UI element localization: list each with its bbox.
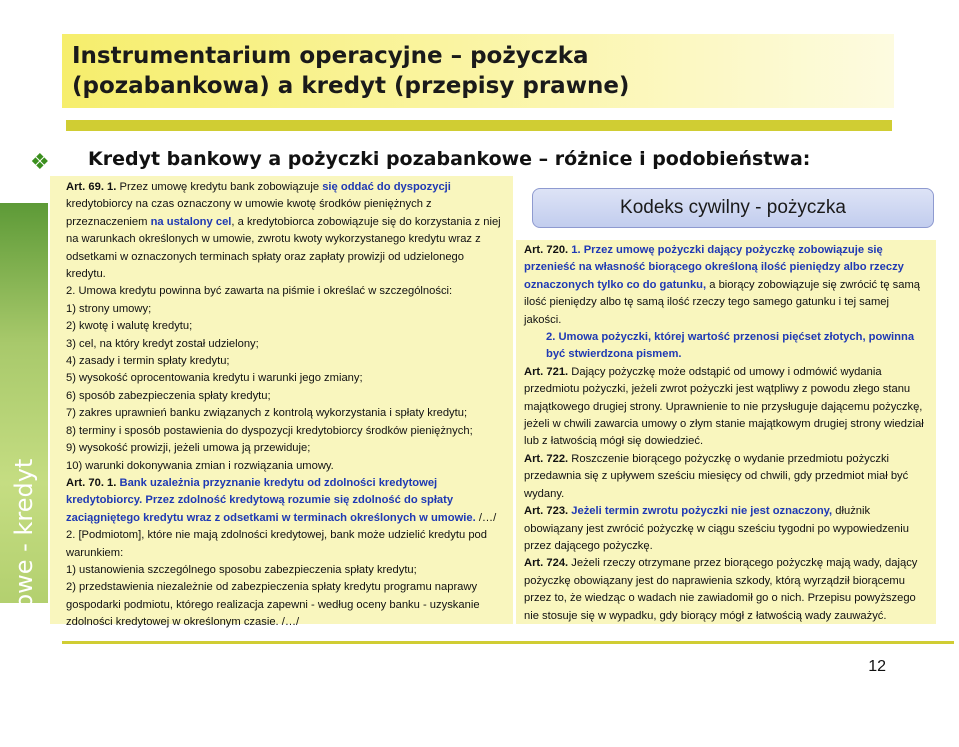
art721-paragraph: Art. 721. Dający pożyczkę może odstąpić od umowy i odmówić wydania przedmiotu pożyczki, jeżeli zwrot pożyczki jest wątpliwy z powodu złego stanu majątkowego drugiej strony. Uprawnienie to nie przysługuje dającemu pożyczkę, jeżeli w chwili zawarcia umowy o złym stanie majątkowym drugiej strony wiedział lub z łatwością mógł się dowiedzieć. bbox=[524, 365, 924, 448]
footer-rule bbox=[62, 641, 954, 644]
civil-code-text bbox=[524, 242, 928, 625]
art723-number: Art. 723. bbox=[524, 505, 569, 518]
page-title bbox=[72, 41, 629, 101]
art70-paragraph-2: 2. [Podmiotom], które nie mają zdolności kredytowej, bank może udzielić kredytu pod warunkiem: bbox=[66, 529, 487, 559]
list-item: 1) strony umowy; bbox=[66, 302, 152, 315]
title-box bbox=[62, 34, 894, 108]
art69-paragraph-2: 2. Umowa kredytu powinna być zawarta na piśmie i określać w szczególności: bbox=[66, 285, 453, 298]
banking-law-text bbox=[66, 179, 506, 632]
subtitle: Kredyt bankowy a pożyczki pozabankowe – różnice i podobieństwa: bbox=[88, 148, 811, 170]
art721-number: Art. 721. bbox=[524, 365, 569, 378]
sidebar-band bbox=[0, 203, 48, 747]
page-number: 12 bbox=[868, 658, 886, 675]
title-underline bbox=[66, 120, 892, 131]
list-item: 10) warunki dokonywania zmian i rozwiązania umowy. bbox=[66, 459, 334, 472]
art720-paragraph-1: Art. 720. 1. Przez umowę pożyczki dający pożyczkę zobowiązuje się przenieść na własność biorącego określoną ilość pieniędzy albo rzeczy oznaczonych tylko co do gatunku, a biorący zobowiązuje się zwrócić tę samą ilość pieniędzy albo tę samą ilość rzeczy tego samego gatunku i tej samej jakości. bbox=[524, 244, 921, 326]
list-item: 2) kwotę i walutę kredytu; bbox=[66, 320, 193, 333]
list-item: 5) wysokość oprocentowania kredytu i warunki jego zmiany; bbox=[66, 372, 363, 385]
list-item: 2) przedstawienia niezależnie od zabezpieczenia spłaty kredytu programu naprawy gospodarki podmiotu, którego realizacja zapewni - według oceny banku - uzyskanie zdolności kredytowej w określonym czasie. /…/ bbox=[66, 581, 480, 629]
list-item: 7) zakres uprawnień banku związanych z kontrolą wykorzystania i spłaty kredytu; bbox=[66, 407, 468, 420]
art70-number: Art. 70. 1. bbox=[66, 476, 117, 489]
sidebar-label: Prawo bankowe - kredyt bbox=[10, 458, 38, 747]
diamond-bullet-icon: ❖ bbox=[30, 149, 50, 174]
list-item: 4) zasady i termin spłaty kredytu; bbox=[66, 355, 230, 368]
list-item: 6) sposób zabezpieczenia spłaty kredytu; bbox=[66, 389, 271, 402]
list-item: 1) ustanowienia szczególnego sposobu zabezpieczenia spłaty kredytu; bbox=[66, 563, 417, 576]
art70-paragraph-1: Art. 70. 1. Bank uzależnia przyznanie kredytu od zdolności kredytowej kredytobiorcy. Przez zdolność kredytową rozumie się zdolność do spłaty zaciągniętego kredytu wraz z odsetkami w terminach określonych w umowie. /…/ bbox=[66, 476, 497, 524]
list-item: 3) cel, na który kredyt został udzielony; bbox=[66, 337, 259, 350]
title-line-1: Instrumentarium operacyjne – pożyczka bbox=[72, 43, 589, 69]
list-item: 8) terminy i sposób postawienia do dyspozycji kredytobiorcy środków pieniężnych; bbox=[66, 424, 473, 437]
art723-paragraph: Art. 723. Jeżeli termin zwrotu pożyczki nie jest oznaczony, dłużnik obowiązany jest zwrócić pożyczkę w ciągu sześciu tygodni po wypowiedzeniu przez dającego pożyczkę. bbox=[524, 505, 909, 552]
title-line-2: (pozabankowa) a kredyt (przepisy prawne) bbox=[72, 73, 630, 99]
art722-number: Art. 722. bbox=[524, 452, 569, 465]
art720-number: Art. 720. bbox=[524, 244, 569, 256]
civil-code-header: Kodeks cywilny - pożyczka bbox=[532, 188, 934, 228]
art724-number: Art. 724. bbox=[524, 557, 569, 570]
art69-paragraph-1: Art. 69. 1. Przez umowę kredytu bank zobowiązuje się oddać do dyspozycji kredytobiorcy na czas oznaczony w umowie kwotę środków pieniężnych z przeznaczeniem na ustalony cel, a kredytobiorca zobowiązuje się do korzystania z niej na warunkach określonych w umowie, zwrotu kwoty wykorzystanego kredytu wraz z odsetkami w oznaczonych terminach spłaty oraz zapłaty prowizji od udzielonego kredytu. bbox=[66, 181, 501, 281]
art720-paragraph-2: 2. Umowa pożyczki, której wartość przenosi pięćset złotych, powinna być stwierdzona pismem. bbox=[546, 331, 915, 361]
list-item: 9) wysokość prowizji, jeżeli umowa ją przewiduje; bbox=[66, 442, 311, 455]
art724-paragraph: Art. 724. Jeżeli rzeczy otrzymane przez biorącego pożyczkę mają wady, dający pożyczkę obowiązany jest do naprawienia szkody, którą wyrządził biorącemu przez to, że wiedząc o wadach nie zawiadomił go o nich. Przepisu powyższego nie stosuje się w wypadku, gdy biorący mógł z łatwością wady zauważyć. bbox=[524, 557, 918, 622]
art69-number: Art. 69. 1. bbox=[66, 181, 117, 193]
art722-paragraph: Art. 722. Roszczenie biorącego pożyczkę o wydanie przedmiotu pożyczki przedawnia się z upływem sześciu miesięcy od chwili, gdy przedmiot miał być wydany. bbox=[524, 452, 909, 500]
